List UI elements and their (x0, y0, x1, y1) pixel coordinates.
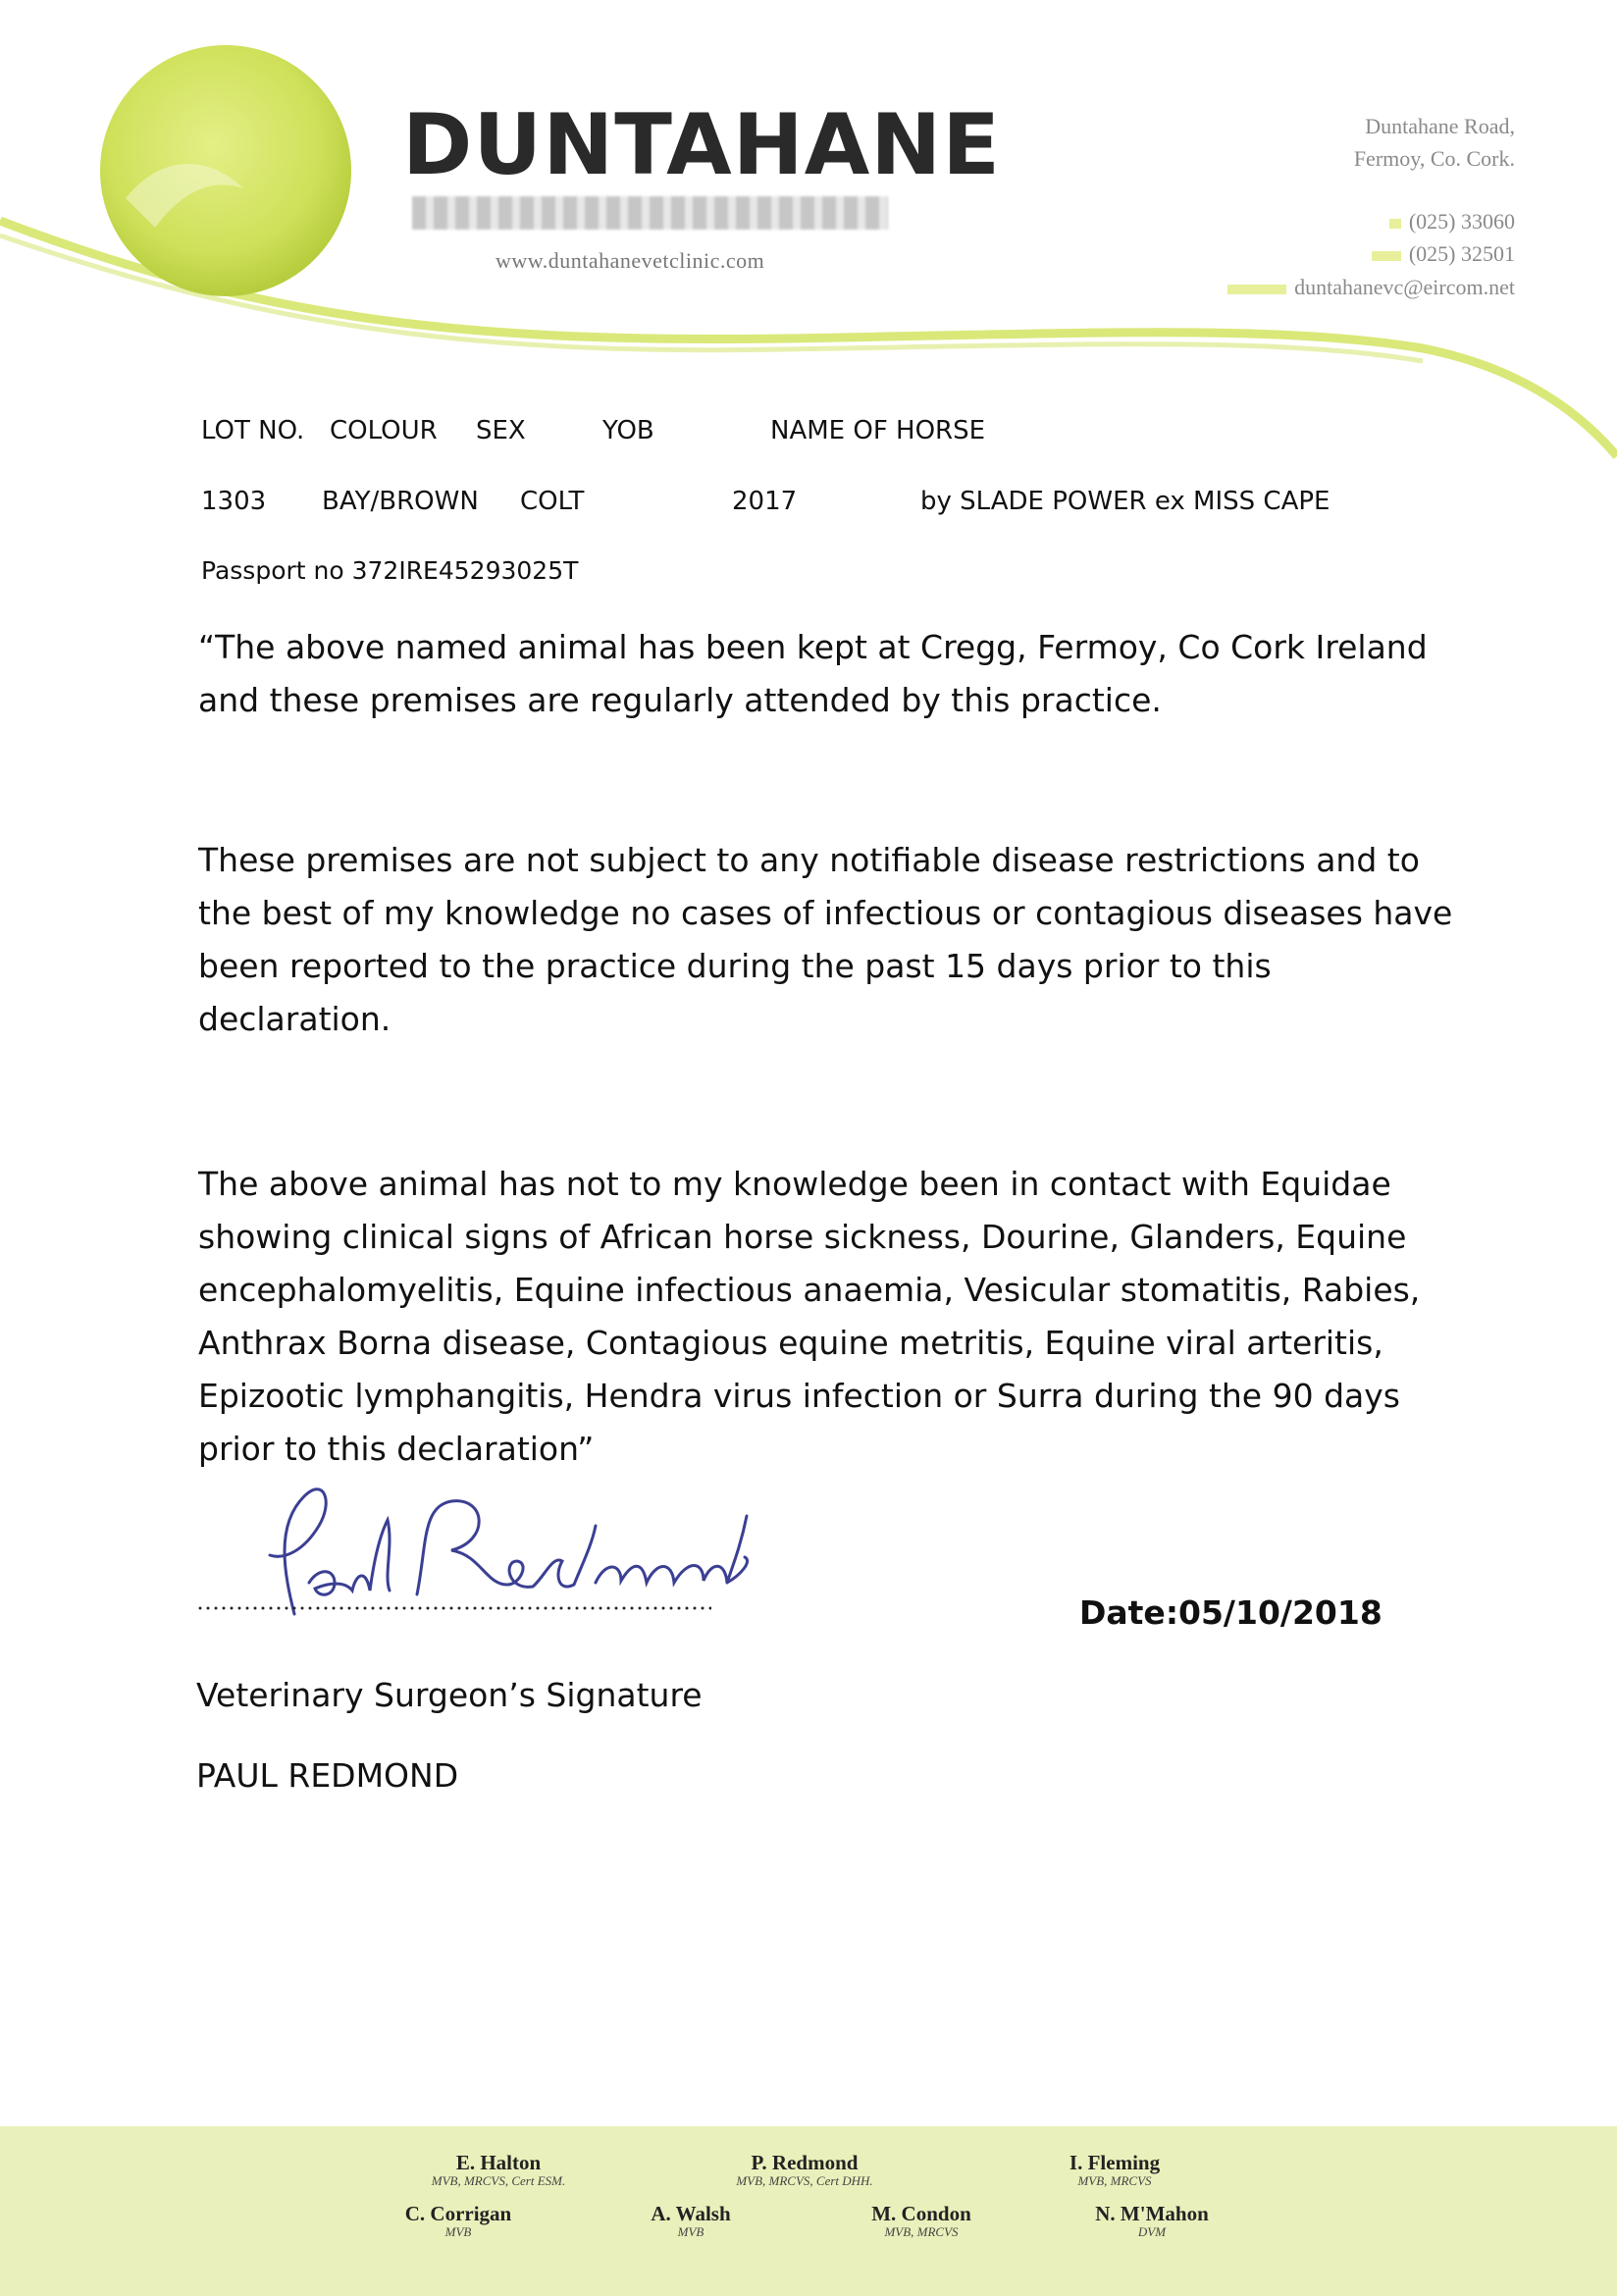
email-text: duntahanevc@eircom.net (1294, 275, 1515, 299)
p3-line-2: showing clinical signs of African horse sickness, Dourine, Glanders, Equine (198, 1218, 1407, 1256)
partner-qualifications: MVB, MRCVS, Cert ESM. (431, 2173, 566, 2188)
value-lot-no: 1303 (201, 487, 267, 516)
declaration-paragraph-1 (198, 621, 1428, 727)
clinic-website: www.duntahanevetclinic.com (496, 248, 765, 273)
contact-email (1227, 275, 1515, 300)
partner-name: C. Corrigan (404, 2202, 512, 2225)
p3-line-3: encephalomyelitis, Equine infectious anaemia, Vesicular stomatitis, Rabies, (198, 1271, 1421, 1309)
value-horse-name: by SLADE POWER ex MISS CAPE (920, 487, 1330, 516)
partner-qualifications: MVB (444, 2224, 472, 2239)
partner-1 (432, 2151, 565, 2189)
phone-2-text: (025) 32501 (1408, 241, 1515, 266)
p2-line-2: the best of my knowledge no cases of infectious or contagious diseases have (198, 894, 1453, 932)
value-sex: COLT (520, 487, 585, 516)
header-yob: YOB (602, 416, 654, 445)
contact-phone-1 (1389, 209, 1515, 235)
header-lot-no: LOT NO. (201, 416, 305, 445)
p3-line-1: The above animal has not to my knowledge been in contact with Equidae (198, 1165, 1391, 1203)
partner-2 (736, 2151, 872, 2189)
p2-line-3: been reported to the practice during the past 15 days prior to this (198, 947, 1272, 985)
passport-number: Passport no 372IRE45293025T (201, 556, 579, 585)
contact-phone-2 (1372, 241, 1515, 267)
clinic-brand-name: DUNTAHANE (402, 96, 1001, 194)
p3-line-5: Epizootic lymphangitis, Hendra virus infection or Surra during the 90 days (198, 1377, 1400, 1415)
partner-qualifications: MVB, MRCVS, Cert DHH. (736, 2173, 873, 2188)
p2-line-4: declaration. (198, 1000, 391, 1038)
p2-line-1: These premises are not subject to any notifiable disease restrictions and to (198, 841, 1420, 879)
signature-dotted-line (196, 1606, 711, 1610)
partner-qualifications: MVB, MRCVS (1077, 2173, 1152, 2188)
partner-name: I. Fleming (1069, 2151, 1161, 2174)
address-line-2: Fermoy, Co. Cork. (1353, 146, 1515, 171)
partner-6 (871, 2202, 971, 2240)
declaration-date: Date:05/10/2018 (1079, 1593, 1382, 1632)
header-sex: SEX (476, 416, 526, 445)
p1-line-2: and these premises are regularly attended by this practice. (198, 681, 1162, 719)
partner-qualifications: MVB (677, 2224, 704, 2239)
phone-1-text: (025) 33060 (1408, 209, 1515, 234)
partner-name: A. Walsh (651, 2202, 731, 2225)
clinic-brand-subtitle-blurred (412, 196, 888, 230)
partner-name: P. Redmond (751, 2151, 859, 2174)
address-line-1: Duntahane Road, (1365, 114, 1515, 138)
partner-3 (1069, 2151, 1160, 2189)
header-colour: COLOUR (330, 416, 438, 445)
value-colour: BAY/BROWN (322, 487, 479, 516)
declaration-paragraph-2 (198, 834, 1452, 1046)
clinic-logo-circle (96, 41, 356, 301)
p3-line-6: prior to this declaration” (198, 1430, 595, 1468)
partner-name: E. Halton (455, 2151, 542, 2174)
signature-label: Veterinary Surgeon’s Signature (196, 1676, 703, 1714)
partner-5 (651, 2202, 730, 2240)
phone-icon (1389, 219, 1401, 229)
value-yob: 2017 (732, 487, 798, 516)
partner-7 (1095, 2202, 1209, 2240)
declaration-paragraph-3 (198, 1158, 1420, 1476)
p1-line-1: “The above named animal has been kept at Cregg, Fermoy, Co Cork Ireland (198, 628, 1428, 666)
email-icon (1227, 285, 1286, 294)
handwritten-signature (250, 1467, 839, 1639)
partner-qualifications: DVM (1137, 2224, 1167, 2239)
partner-4 (405, 2202, 512, 2240)
partner-name: M. Condon (871, 2202, 971, 2225)
partner-name: N. M'Mahon (1095, 2202, 1209, 2225)
fax-icon (1372, 251, 1401, 261)
header-name-of-horse: NAME OF HORSE (770, 416, 986, 445)
p3-line-4: Anthrax Borna disease, Contagious equine metritis, Equine viral arteritis, (198, 1324, 1383, 1362)
vet-name: PAUL REDMOND (196, 1756, 459, 1795)
partner-qualifications: MVB, MRCVS (884, 2224, 959, 2239)
clinic-address (1354, 110, 1515, 175)
